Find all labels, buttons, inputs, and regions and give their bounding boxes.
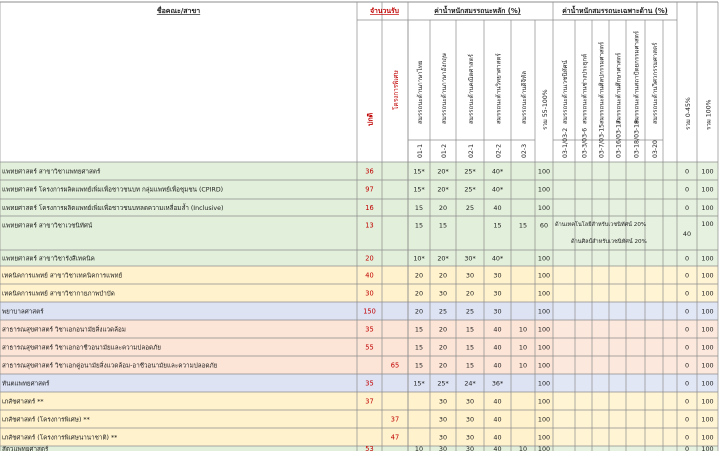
total-0-45: 0 [684,325,690,334]
core-weight: 30 [493,271,502,280]
total-0-45: 0 [684,379,690,388]
total-100: 100 [701,433,714,442]
normal-count: 55 [365,343,374,352]
normal-count: 20 [365,254,374,263]
total-100: 100 [701,361,714,370]
total-100: 100 [701,397,714,406]
row-band [553,180,718,199]
faculty-name: เภสัชศาสตร์ ** [2,398,44,406]
core-weight: 10 [518,361,528,370]
faculty-name: แพทยศาสตร์ สาขาวิชาเวชนิทัศน์ [2,222,93,230]
total-100: 100 [701,444,714,451]
total-0-45: 40 [682,230,692,238]
total-100: 100 [701,271,714,280]
total-0-45: 0 [684,167,690,176]
total-55-100: 100 [537,343,551,352]
normal-count: 53 [365,444,374,451]
core-weight: 20* [437,185,449,194]
core-weight: 30 [438,433,448,442]
core-code: 02-2 [495,143,503,158]
spec-subject-header: สมรรถนะด้านศึกษาศาสตร์ [615,52,623,124]
core-weight: 40 [493,343,502,352]
spec-code: 03-16/03-17 [615,119,623,158]
special-header: โครงการพิเศษ [392,70,400,110]
core-weight: 40* [491,254,504,263]
core-weight: 25* [464,167,476,176]
core-weight: 30 [438,444,448,451]
spec-subject-header: สมรรถนะด้านวิศวกรรมศาสตร์ [652,42,659,124]
core-code: 02-3 [521,143,528,158]
row-band [553,392,718,410]
faculty-name: เทคนิคการแพทย์ สาขาวิชากายภาพบำบัด [2,290,115,298]
core-weight: 15 [414,343,424,352]
core-weight: 15 [414,203,424,212]
total-100: 100 [701,415,714,424]
normal-count: 150 [363,307,376,316]
core-weight: 10 [518,444,528,451]
core-weight: 15* [413,379,425,388]
total-55-100: 100 [537,203,551,212]
specific-weight-header: ค่าน้ำหนักสมรรถนะเฉพาะด้าน (%) [562,7,668,15]
total-0-45: 0 [684,444,690,451]
special-count: 37 [390,415,400,424]
total-55-100: 100 [537,307,551,316]
total-55-100: 100 [537,361,551,370]
core-weight: 25 [438,307,448,316]
row-band [553,250,718,266]
total-0-45: 0 [684,343,690,352]
row-band [553,428,718,446]
normal-count: 36 [365,167,374,176]
total-100: 100 [701,203,714,212]
header-background [0,2,718,162]
faculty-name: เภสัชศาสตร์ (โครงการพิเศษนานาชาติ) ** [2,434,118,442]
spec-subject-header: สมรรถนะด้านศิลปกรรมศาสตร์ [598,41,606,124]
total-0-45: 0 [684,289,690,298]
core-weight: 15 [493,221,502,230]
total-55-100: 100 [537,254,551,263]
total-100: 100 [701,379,714,388]
row-band [553,410,718,428]
row-band [553,356,718,374]
row-band [553,302,718,320]
core-weight: 30 [438,415,448,424]
total-55-100-header: รวม 55-100% [542,89,549,130]
core-weight: 15 [438,221,448,230]
core-weight: 10 [518,343,528,352]
core-weight: 40 [493,415,502,424]
faculty-name: สาธารณสุขศาสตร์ วิชาเอกอาชีวอนามัยและความปลอดภัย [2,344,161,352]
core-weight: 15 [414,221,424,230]
normal-header: ปกติ [366,112,375,126]
core-weight: 25* [464,185,476,194]
core-weight-header: ค่าน้ำหนักสมรรถนะหลัก (%) [434,7,521,15]
core-weight: 30 [465,271,475,280]
total-0-45: 0 [684,415,690,424]
core-weight: 25 [465,307,475,316]
total-55-100: 100 [537,379,551,388]
total-0-45: 0 [684,254,690,263]
core-weight: 40 [493,397,502,406]
core-weight: 20 [438,203,448,212]
core-subject-header: สมรรถนะด้านดิจิทัล [521,70,528,124]
total-0-45: 0 [684,307,690,316]
spec-subject-header: สมรรถนะด้านสถาปัตยกรรมศาสตร์ [633,30,641,124]
faculty-name: ทันตแพทยศาสตร์ [2,380,50,388]
row-band [553,338,718,356]
spec-subject-header: สมรรถนะด้านช่างประยุกต์ [581,53,589,124]
total-0-45: 0 [684,185,690,194]
faculty-name: แพทยศาสตร์ สาขาวิชารังสีเทคนิค [2,255,95,263]
core-code: 01-2 [441,143,448,158]
core-weight: 20* [437,167,449,176]
admissions-header: จำนวนรับ [370,7,399,15]
faculty-name: สาธารณสุขศาสตร์ วิชาเอกคู่อนามัยสิ่งแวดล้อม-อาชีวอนามัยและความปลอดภัย [2,362,218,370]
row-band [553,320,718,338]
core-subject-header: สมรรถนะด้านภาษาไทย [417,60,424,124]
faculty-name: แพทยศาสตร์ สาขาวิชาแพทยศาสตร์ [2,168,101,176]
core-weight: 15* [413,167,425,176]
core-weight: 30 [465,397,475,406]
core-weight: 20 [414,307,424,316]
core-weight: 30* [464,254,476,263]
core-weight: 25 [465,203,475,212]
faculty-header: ชื่อคณะ/สาขา [156,7,201,15]
core-weight: 15 [414,361,424,370]
core-weight: 10 [414,444,424,451]
core-weight: 20 [438,325,448,334]
core-code: 02-1 [468,143,475,158]
core-weight: 15 [414,325,424,334]
spec-code: 03-7/03-15 [598,123,606,158]
core-weight: 20* [437,254,449,263]
core-weight: 40 [493,203,502,212]
total-100: 100 [701,254,714,263]
total-0-45: 0 [684,271,690,280]
core-weight: 20 [414,289,424,298]
core-weight: 15 [465,325,475,334]
total-55-100: 100 [537,167,551,176]
total-55-100: 100 [537,444,551,451]
core-weight: 24* [464,379,476,388]
normal-count: 35 [365,379,374,388]
normal-count: 97 [365,185,374,194]
core-weight: 36* [491,379,504,388]
total-0-45-header: รวม 0-45% [685,97,692,130]
core-weight: 20 [465,289,475,298]
row-band [553,162,718,180]
total-55-100: 100 [537,415,551,424]
spec-subject-header: สมรรถนะด้านเวชนิทัศน์ [562,60,569,124]
total-55-100: 100 [537,325,551,334]
core-weight: 30 [493,289,502,298]
core-weight: 10* [413,254,425,263]
core-weight: 40 [493,325,502,334]
core-weight: 40 [493,433,502,442]
normal-count: 30 [365,289,374,298]
total-100-header: รวม 100% [705,99,713,130]
core-weight: 15 [465,361,475,370]
special-count: 47 [390,433,400,442]
row-band [553,266,718,284]
spec-note: ด้านเทคโนโลยีสำหรับเวชนิทัศน์ 20% [555,222,647,228]
total-100: 100 [701,220,714,228]
spec-code: 03-3/03-6 [581,127,589,158]
normal-count: 37 [365,397,374,406]
row-band [0,216,553,250]
total-55-100: 60 [539,221,549,230]
core-weight: 40 [493,361,502,370]
core-weight: 30 [493,307,502,316]
core-weight: 15* [413,185,425,194]
core-weight: 40* [491,167,504,176]
row-band [553,199,718,216]
total-55-100: 100 [537,271,551,280]
total-55-100: 100 [537,289,551,298]
faculty-name: แพทยศาสตร์ โครงการผลิตแพทย์เพิ่มเพื่อชาวชนบท กลุ่มแพทย์เพื่อชุมชน (CPIRD) [2,186,224,194]
spec-code: 03-20 [652,140,659,158]
total-0-45: 0 [684,203,690,212]
row-band [553,284,718,302]
core-weight: 40* [491,185,504,194]
core-weight: 10 [518,325,528,334]
core-weight: 25* [437,379,449,388]
faculty-name: สาธารณสุขศาสตร์ วิชาเอกอนามัยสิ่งแวดล้อม [2,326,126,334]
core-subject-header: สมรรถนะด้านคณิตศาสตร์ [468,54,475,124]
core-weight: 30 [465,433,475,442]
core-weight: 30 [465,444,475,451]
core-weight: 40 [493,444,502,451]
normal-count: 35 [365,325,374,334]
total-55-100: 100 [537,433,551,442]
core-weight: 30 [438,397,448,406]
total-100: 100 [701,185,714,194]
normal-count: 13 [365,221,374,230]
row-band [553,446,718,451]
total-55-100: 100 [537,185,551,194]
core-weight: 20 [438,361,448,370]
total-100: 100 [701,307,714,316]
normal-count: 40 [365,271,374,280]
faculty-name: เภสัชศาสตร์ (โครงการพิเศษ) ** [2,416,90,424]
spec-code: 03-18/03-19 [633,119,641,158]
total-100: 100 [701,167,714,176]
faculty-name: เทคนิคการแพทย์ สาขาวิชาเทคนิคการแพทย์ [2,272,123,280]
core-subject-header: สมรรถนะด้านวิทยาศาสตร์ [495,53,503,124]
faculty-name: แพทยศาสตร์ โครงการผลิตแพทย์เพิ่มเพื่อชาวชนบทลดความเหลื่อมล้ำ (Inclusive) [2,204,224,212]
special-count: 65 [390,361,400,370]
core-weight: 30 [438,289,448,298]
faculty-name: สัตวแพทยศาสตร์ [2,445,49,451]
total-0-45: 0 [684,397,690,406]
total-100: 100 [701,289,714,298]
faculty-name: พยาบาลศาสตร์ [2,308,44,316]
core-weight: 15 [518,221,528,230]
spec-note: ด้านศิลป์สำหรับเวชนิทัศน์ 20% [571,239,647,245]
core-weight: 20 [438,343,448,352]
total-55-100: 100 [537,397,551,406]
total-0-45: 0 [684,433,690,442]
normal-count: 16 [365,203,374,212]
core-weight: 15 [465,343,475,352]
core-weight: 20 [438,271,448,280]
core-weight: 20 [414,271,424,280]
spec-code: 03-1/03-2 [562,127,569,158]
core-weight: 30 [465,415,475,424]
total-100: 100 [701,325,714,334]
total-0-45: 0 [684,361,690,370]
core-subject-header: สมรรถนะด้านภาษาอังกฤษ [441,53,448,124]
total-100: 100 [701,343,714,352]
row-band [553,374,718,392]
core-code: 01-1 [417,143,424,158]
